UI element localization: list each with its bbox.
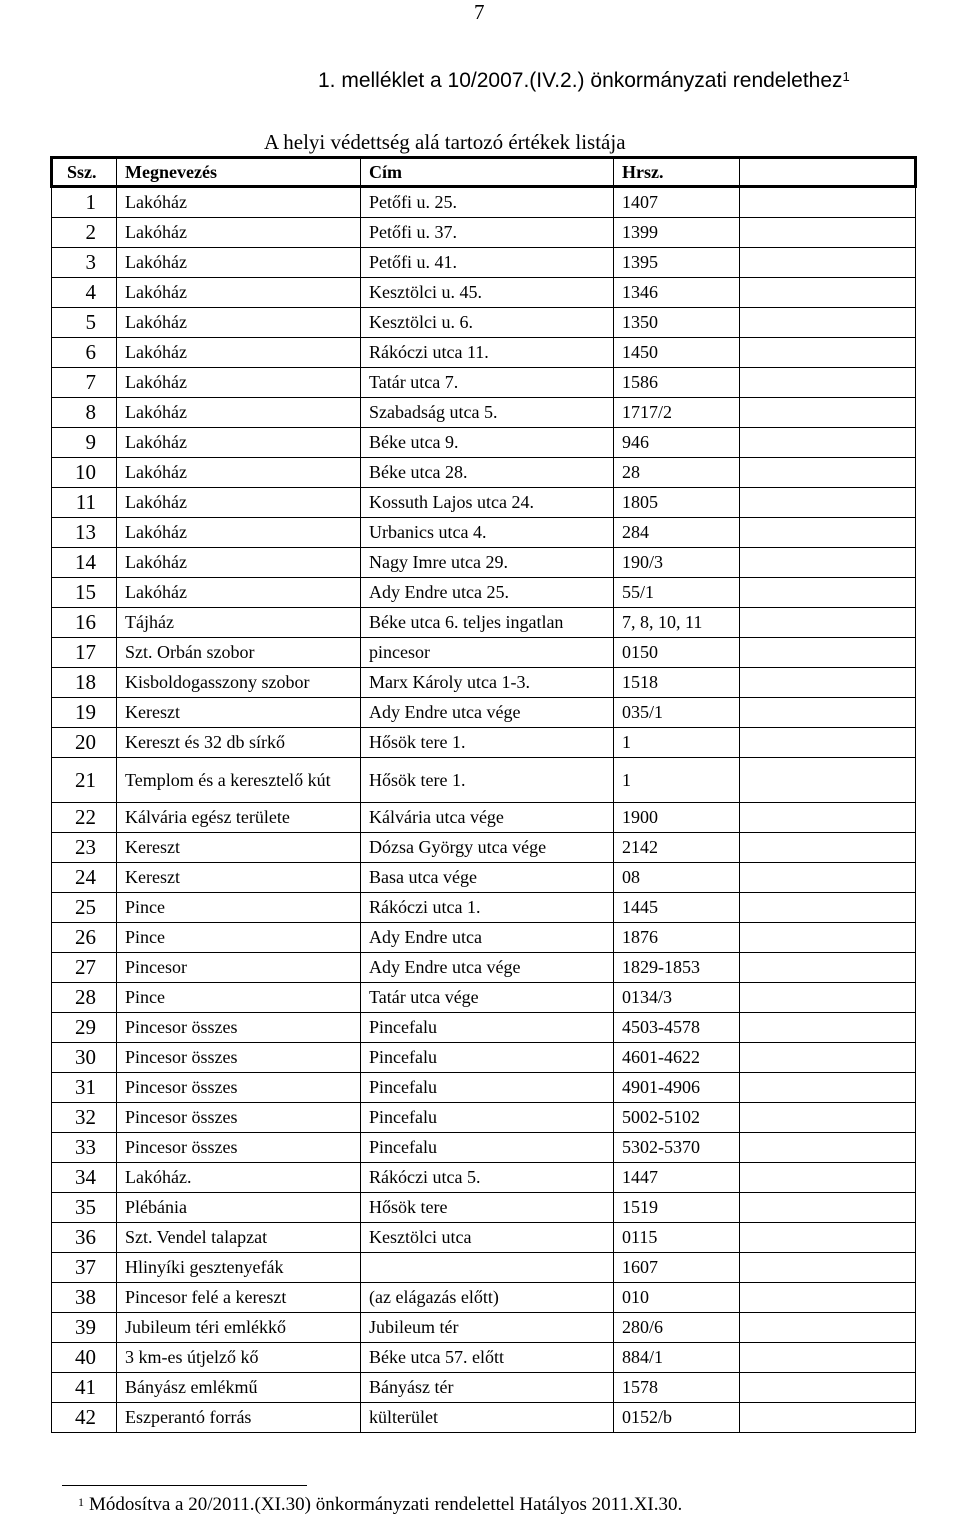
cell-megnevezes: Lakóház [117,338,361,368]
cell-hrsz: 1399 [614,218,740,248]
cell-cim: Pincefalu [361,1043,614,1073]
cell-hrsz: 1395 [614,248,740,278]
cell-cim: Rákóczi utca 5. [361,1163,614,1193]
cell-cim: (az elágazás előtt) [361,1283,614,1313]
cell-blank [740,608,916,638]
cell-hrsz: 284 [614,518,740,548]
table-row [52,488,916,518]
cell-megnevezes: Lakóház [117,218,361,248]
footnote [78,1493,682,1517]
cell-megnevezes: Szt. Vendel talapzat [117,1223,361,1253]
cell-ssz: 31 [52,1073,117,1103]
cell-blank [740,398,916,428]
cell-blank [740,1193,916,1223]
cell-ssz: 5 [52,308,117,338]
cell-cim: Pincefalu [361,1133,614,1163]
cell-megnevezes: Pincesor összes [117,1073,361,1103]
cell-megnevezes: Pincesor felé a kereszt [117,1283,361,1313]
cell-hrsz: 0115 [614,1223,740,1253]
table-row [52,187,916,218]
cell-ssz: 9 [52,428,117,458]
cell-megnevezes: Lakóház [117,248,361,278]
cell-cim: Ady Endre utca vége [361,698,614,728]
cell-ssz: 38 [52,1283,117,1313]
cell-megnevezes: Lakóház [117,398,361,428]
cell-hrsz: 1346 [614,278,740,308]
cell-ssz: 35 [52,1193,117,1223]
cell-ssz: 41 [52,1373,117,1403]
cell-cim: Kossuth Lajos utca 24. [361,488,614,518]
cell-megnevezes: Lakóház [117,368,361,398]
cell-megnevezes: Kereszt és 32 db sírkő [117,728,361,758]
cell-ssz: 7 [52,368,117,398]
table-row [52,398,916,428]
table-row [52,983,916,1013]
cell-cim: pincesor [361,638,614,668]
table-row [52,1133,916,1163]
table-row [52,863,916,893]
cell-hrsz: 7, 8, 10, 11 [614,608,740,638]
cell-ssz: 20 [52,728,117,758]
cell-blank [740,1133,916,1163]
cell-cim: Béke utca 28. [361,458,614,488]
cell-blank [740,983,916,1013]
cell-ssz: 26 [52,923,117,953]
cell-hrsz: 4503-4578 [614,1013,740,1043]
cell-megnevezes: Pincesor [117,953,361,983]
cell-cim: Ady Endre utca vége [361,953,614,983]
cell-blank [740,758,916,803]
cell-ssz: 15 [52,578,117,608]
cell-hrsz: 2142 [614,833,740,863]
cell-hrsz: 280/6 [614,1313,740,1343]
cell-hrsz: 1586 [614,368,740,398]
cell-cim: Petőfi u. 41. [361,248,614,278]
cell-ssz: 21 [52,758,117,803]
cell-cim: Petőfi u. 25. [361,187,614,218]
table-row [52,1283,916,1313]
cell-blank [740,1283,916,1313]
cell-cim: Tatár utca vége [361,983,614,1013]
table-row [52,1103,916,1133]
cell-ssz: 14 [52,548,117,578]
cell-megnevezes: Tájház [117,608,361,638]
cell-ssz: 24 [52,863,117,893]
cell-blank [740,923,916,953]
cell-cim: Rákóczi utca 1. [361,893,614,923]
cell-megnevezes: Pince [117,983,361,1013]
table-row [52,1313,916,1343]
table-row [52,218,916,248]
cell-blank [740,1313,916,1343]
cell-cim: Pincefalu [361,1073,614,1103]
cell-hrsz: 28 [614,458,740,488]
table-row [52,728,916,758]
cell-megnevezes: Lakóház [117,308,361,338]
cell-cim: Kesztölci u. 45. [361,278,614,308]
cell-megnevezes: Lakóház. [117,1163,361,1193]
cell-hrsz: 1578 [614,1373,740,1403]
cell-cim [361,1253,614,1283]
cell-cim: Petőfi u. 37. [361,218,614,248]
table-row [52,833,916,863]
cell-megnevezes: Kereszt [117,698,361,728]
cell-cim: Hősök tere [361,1193,614,1223]
cell-megnevezes: Szt. Orbán szobor [117,638,361,668]
table-row [52,248,916,278]
cell-hrsz: 0152/b [614,1403,740,1433]
cell-ssz: 30 [52,1043,117,1073]
cell-megnevezes: Jubileum téri emlékkő [117,1313,361,1343]
table-row [52,893,916,923]
cell-ssz: 16 [52,608,117,638]
cell-cim: Kesztölci u. 6. [361,308,614,338]
cell-cim: Béke utca 57. előtt [361,1343,614,1373]
cell-cim: Pincefalu [361,1103,614,1133]
cell-ssz: 10 [52,458,117,488]
cell-cim: Jubileum tér [361,1313,614,1343]
cell-hrsz: 1350 [614,308,740,338]
table-row [52,698,916,728]
cell-blank [740,1043,916,1073]
cell-cim: Béke utca 9. [361,428,614,458]
cell-hrsz: 190/3 [614,548,740,578]
cell-blank [740,1403,916,1433]
cell-megnevezes: Lakóház [117,518,361,548]
cell-blank [740,893,916,923]
cell-cim: Ady Endre utca 25. [361,578,614,608]
table-row [52,518,916,548]
table-row [52,578,916,608]
table-body [52,187,916,1433]
cell-ssz: 36 [52,1223,117,1253]
cell-hrsz: 1447 [614,1163,740,1193]
cell-megnevezes: Lakóház [117,458,361,488]
cell-ssz: 33 [52,1133,117,1163]
cell-blank [740,428,916,458]
cell-ssz: 29 [52,1013,117,1043]
cell-hrsz: 1900 [614,803,740,833]
column-header-megnevezes: Megnevezés [117,158,361,187]
cell-blank [740,488,916,518]
cell-cim: Dózsa György utca vége [361,833,614,863]
cell-blank [740,187,916,218]
cell-ssz: 37 [52,1253,117,1283]
cell-hrsz: 1 [614,728,740,758]
cell-blank [740,1103,916,1133]
table-row [52,428,916,458]
cell-hrsz: 5002-5102 [614,1103,740,1133]
cell-blank [740,1373,916,1403]
cell-cim: Hősök tere 1. [361,728,614,758]
cell-blank [740,218,916,248]
column-header-hrsz: Hrsz. [614,158,740,187]
cell-ssz: 6 [52,338,117,368]
cell-hrsz: 010 [614,1283,740,1313]
table-row [52,1043,916,1073]
table-row [52,1013,916,1043]
cell-ssz: 28 [52,983,117,1013]
cell-blank [740,863,916,893]
cell-hrsz: 08 [614,863,740,893]
cell-ssz: 8 [52,398,117,428]
cell-hrsz: 1717/2 [614,398,740,428]
cell-hrsz: 55/1 [614,578,740,608]
cell-cim: Tatár utca 7. [361,368,614,398]
cell-blank [740,308,916,338]
cell-megnevezes: Pincesor összes [117,1133,361,1163]
cell-cim: külterület [361,1403,614,1433]
cell-ssz: 2 [52,218,117,248]
table-row [52,548,916,578]
cell-hrsz: 1450 [614,338,740,368]
annex-title-text: 1. melléklet a 10/2007.(IV.2.) önkormányzati rendelethez [318,69,843,92]
cell-cim: Kesztölci utca [361,1223,614,1253]
cell-blank [740,368,916,398]
cell-blank [740,578,916,608]
cell-hrsz: 1876 [614,923,740,953]
cell-megnevezes: Lakóház [117,548,361,578]
page-number: 7 [474,0,485,24]
table-row [52,1403,916,1433]
cell-megnevezes: Kisboldogasszony szobor [117,668,361,698]
cell-hrsz: 1407 [614,187,740,218]
cell-cim: Marx Károly utca 1-3. [361,668,614,698]
cell-ssz: 1 [52,187,117,218]
cell-ssz: 11 [52,488,117,518]
cell-cim: Pincefalu [361,1013,614,1043]
cell-megnevezes: Hlinyíki gesztenyefák [117,1253,361,1283]
cell-blank [740,1013,916,1043]
table-row [52,308,916,338]
cell-megnevezes: Pincesor összes [117,1043,361,1073]
table-row [52,1253,916,1283]
cell-hrsz: 1 [614,758,740,803]
cell-ssz: 32 [52,1103,117,1133]
cell-hrsz: 1519 [614,1193,740,1223]
cell-blank [740,1253,916,1283]
footnote-separator [62,1485,307,1486]
cell-ssz: 34 [52,1163,117,1193]
cell-cim: Nagy Imre utca 29. [361,548,614,578]
table-row [52,638,916,668]
cell-hrsz: 4901-4906 [614,1073,740,1103]
cell-hrsz: 1829-1853 [614,953,740,983]
cell-megnevezes: Templom és a keresztelő kút [117,758,361,803]
cell-blank [740,1343,916,1373]
table-row [52,1223,916,1253]
cell-blank [740,668,916,698]
cell-ssz: 42 [52,1403,117,1433]
cell-megnevezes: Lakóház [117,187,361,218]
cell-blank [740,1073,916,1103]
cell-ssz: 39 [52,1313,117,1343]
cell-megnevezes: Kálvária egész területe [117,803,361,833]
cell-ssz: 27 [52,953,117,983]
cell-cim: Kálvária utca vége [361,803,614,833]
cell-cim: Bányász tér [361,1373,614,1403]
cell-megnevezes: Lakóház [117,488,361,518]
cell-blank [740,1223,916,1253]
cell-megnevezes: Lakóház [117,278,361,308]
cell-hrsz: 0134/3 [614,983,740,1013]
cell-blank [740,728,916,758]
cell-blank [740,278,916,308]
cell-blank [740,518,916,548]
table-row [52,668,916,698]
table-row [52,1073,916,1103]
cell-ssz: 3 [52,248,117,278]
table-header-row [52,158,916,187]
cell-ssz: 19 [52,698,117,728]
cell-hrsz: 035/1 [614,698,740,728]
cell-hrsz: 1518 [614,668,740,698]
cell-megnevezes: Kereszt [117,833,361,863]
protected-values-table [50,156,917,1433]
cell-hrsz: 1445 [614,893,740,923]
cell-cim: Ady Endre utca [361,923,614,953]
table-row [52,1373,916,1403]
cell-cim: Rákóczi utca 11. [361,338,614,368]
cell-megnevezes: Pincesor összes [117,1103,361,1133]
footnote-reference: 1 [842,69,850,84]
cell-blank [740,953,916,983]
cell-megnevezes: Bányász emlékmű [117,1373,361,1403]
cell-ssz: 40 [52,1343,117,1373]
cell-blank [740,338,916,368]
table-row [52,1193,916,1223]
table-row [52,338,916,368]
cell-megnevezes: Pince [117,923,361,953]
table-row [52,1343,916,1373]
cell-megnevezes: Pince [117,893,361,923]
cell-hrsz: 4601-4622 [614,1043,740,1073]
cell-ssz: 18 [52,668,117,698]
cell-cim: Hősök tere 1. [361,758,614,803]
cell-hrsz: 884/1 [614,1343,740,1373]
annex-title [318,68,850,94]
table-row [52,758,916,803]
column-header-cim: Cím [361,158,614,187]
column-header-ssz: Ssz. [52,158,117,187]
cell-ssz: 13 [52,518,117,548]
cell-hrsz: 0150 [614,638,740,668]
cell-ssz: 22 [52,803,117,833]
cell-hrsz: 1805 [614,488,740,518]
cell-megnevezes: Eszperantó forrás [117,1403,361,1433]
table-row [52,458,916,488]
cell-blank [740,638,916,668]
cell-blank [740,698,916,728]
footnote-marker: 1 [78,1495,84,1509]
list-title: A helyi védettség alá tartozó értékek listája [264,130,626,154]
cell-blank [740,833,916,863]
cell-blank [740,458,916,488]
cell-cim: Szabadság utca 5. [361,398,614,428]
cell-megnevezes: Plébánia [117,1193,361,1223]
table-row [52,953,916,983]
cell-ssz: 4 [52,278,117,308]
cell-cim: Urbanics utca 4. [361,518,614,548]
cell-blank [740,1163,916,1193]
cell-blank [740,803,916,833]
cell-ssz: 25 [52,893,117,923]
table-row [52,278,916,308]
table-row [52,368,916,398]
cell-cim: Béke utca 6. teljes ingatlan [361,608,614,638]
cell-ssz: 23 [52,833,117,863]
table-row [52,803,916,833]
cell-cim: Basa utca vége [361,863,614,893]
cell-megnevezes: Pincesor összes [117,1013,361,1043]
cell-blank [740,248,916,278]
cell-blank [740,548,916,578]
cell-ssz: 17 [52,638,117,668]
cell-hrsz: 946 [614,428,740,458]
cell-hrsz: 5302-5370 [614,1133,740,1163]
cell-megnevezes: 3 km-es útjelző kő [117,1343,361,1373]
cell-hrsz: 1607 [614,1253,740,1283]
column-header-blank [740,158,916,187]
cell-megnevezes: Kereszt [117,863,361,893]
cell-megnevezes: Lakóház [117,428,361,458]
footnote-text: Módosítva a 20/2011.(XI.30) önkormányzati rendelettel Hatályos 2011.XI.30. [89,1494,683,1515]
table-row [52,923,916,953]
table-row [52,1163,916,1193]
cell-megnevezes: Lakóház [117,578,361,608]
table-row [52,608,916,638]
